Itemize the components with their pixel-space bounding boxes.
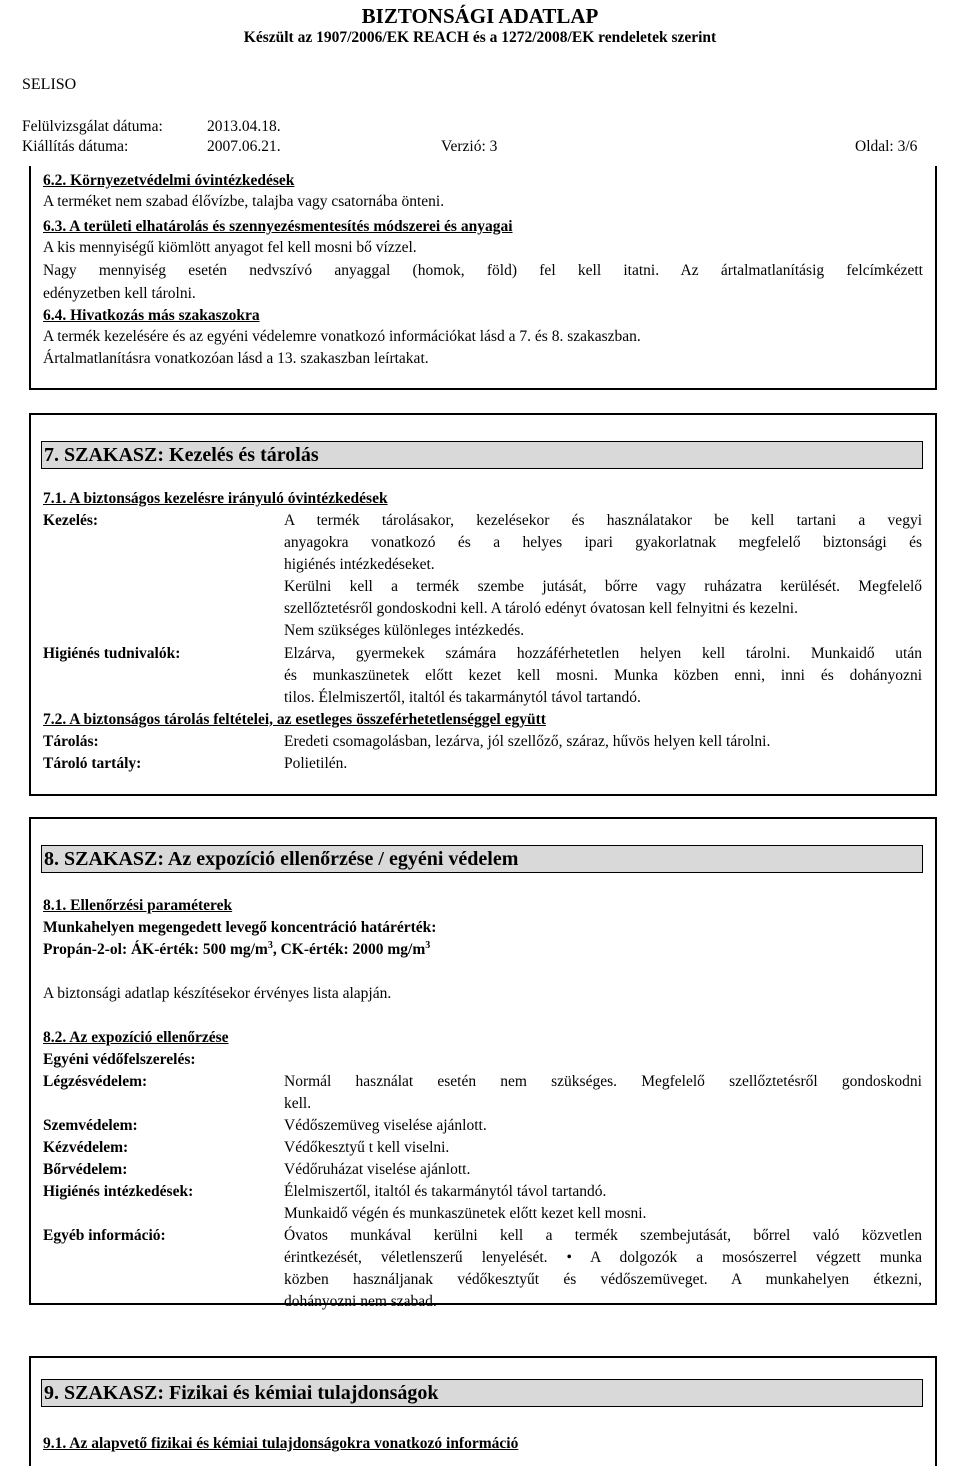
- limit-unit-sup-2: 3: [425, 939, 431, 951]
- handling-line-4: Kerülni kell a termék szembe jutását, bőrre vagy ruházatra kerülését. Megfelelő: [284, 578, 922, 595]
- limit-unit-sup-1: 3: [267, 939, 273, 951]
- respiratory-label: Légzésvédelem:: [43, 1073, 148, 1090]
- other-info-label: Egyéb információ:: [43, 1227, 166, 1244]
- issue-date-label: Kiállítás dátuma:: [22, 138, 129, 155]
- document-title: BIZTONSÁGI ADATLAP: [361, 4, 599, 28]
- skin-label: Bőrvédelem:: [43, 1161, 128, 1178]
- revision-date: 2013.04.18.: [207, 118, 281, 135]
- eye-label: Szemvédelem:: [43, 1117, 138, 1134]
- handling-line-1: A termék tárolásakor, kezelésekor és használatakor be kell tartani a vegyi: [284, 512, 922, 529]
- section-7-box: [29, 413, 937, 796]
- respiratory-line-1: Normál használat esetén nem szükséges. Megfelelő szellőztetésről gondoskodni: [284, 1073, 922, 1090]
- hygiene-line-3: tilos. Élelmiszertől, italtól és takarmánytól távol tartandó.: [284, 689, 641, 706]
- limit-title: Munkahelyen megengedett levegő koncentráció határérték:: [43, 919, 437, 936]
- text-6-3-b: Nagy mennyiség esetén nedvszívó anyaggal (homok, föld) fel kell itatni. Az ártalmatlanításig felcímkézett: [43, 262, 923, 279]
- section-7-title: 7. SZAKASZ: Kezelés és tárolás: [41, 441, 923, 469]
- limit-note: A biztonsági adatlap készítésekor érvényes lista alapján.: [43, 985, 392, 1002]
- container-label: Tároló tartály:: [43, 755, 142, 772]
- text-6-4-a: A termék kezelésére és az egyéni védelemre vonatkozó információkat lásd a 7. és 8. szakaszban.: [43, 328, 641, 345]
- issue-date: 2007.06.21.: [207, 138, 281, 155]
- revision-date-label: Felülvizsgálat dátuma:: [22, 118, 163, 135]
- storage-value: Eredeti csomagolásban, lezárva, jól szellőző, száraz, hűvös helyen kell tárolni.: [284, 733, 771, 750]
- container-value: Polietilén.: [284, 755, 348, 772]
- company-name: SELISO: [22, 76, 77, 93]
- hygiene-measures-line-1: Élelmiszertől, italtól és takarmánytól távol tartandó.: [284, 1183, 607, 1200]
- text-6-3-a: A kis mennyiségű kiömlött anyagot fel kell mosni bő vízzel.: [43, 239, 417, 256]
- handling-line-3: higiénés intézkedéseket.: [284, 556, 435, 573]
- ppe-label: Egyéni védőfelszerelés:: [43, 1051, 196, 1068]
- hand-label: Kézvédelem:: [43, 1139, 129, 1156]
- limit-value-a: Propán-2-ol: ÁK-érték: 500 mg/m: [43, 941, 268, 958]
- heading-6-3: 6.3. A területi elhatárolás és szennyezésmentesítés módszerei és anyagai: [43, 218, 513, 235]
- section-8-box: [29, 817, 937, 1310]
- storage-label: Tárolás:: [43, 733, 99, 750]
- handling-label: Kezelés:: [43, 512, 99, 529]
- other-info-line-4: dohányozni nem szabad.: [284, 1293, 437, 1310]
- document-subtitle: Készült az 1907/2006/EK REACH és a 1272/2008/EK rendeletek szerint: [243, 29, 717, 46]
- text-6-2: A terméket nem szabad élővízbe, talajba vagy csatornába önteni.: [43, 193, 445, 210]
- section-9-title: 9. SZAKASZ: Fizikai és kémiai tulajdonságok: [41, 1379, 923, 1407]
- section-6-box: [29, 166, 937, 390]
- hygiene-label: Higiénés tudnivalók:: [43, 645, 181, 662]
- hygiene-line-2: és munkaszünetek előtt kezet kell mosni. Munka közben enni, inni és dohányozni: [284, 667, 922, 684]
- hygiene-measures-label: Higiénés intézkedések:: [43, 1183, 194, 1200]
- section-8-title: 8. SZAKASZ: Az expozíció ellenőrzése / egyéni védelem: [41, 845, 923, 873]
- skin-value: Védőruházat viselése ajánlott.: [284, 1161, 471, 1178]
- handling-line-6: Nem szükséges különleges intézkedés.: [284, 622, 525, 639]
- respiratory-line-2: kell.: [284, 1095, 312, 1112]
- heading-6-4: 6.4. Hivatkozás más szakaszokra: [43, 307, 260, 324]
- text-6-3-c: edényzetben kell tárolni.: [43, 285, 196, 302]
- heading-9-1: 9.1. Az alapvető fizikai és kémiai tulajdonságokra vonatkozó információ: [43, 1435, 519, 1452]
- handling-line-5: szellőztetésről gondoskodni kell. A tároló edényt óvatosan kell felnyitni és kezelni.: [284, 600, 798, 617]
- other-info-line-3: közben használjanak védőkesztyűt és védőszemüveget. A munkahelyen étkezni,: [284, 1271, 922, 1288]
- hygiene-measures-line-2: Munkaidő végén és munkaszünetek előtt kezet kell mosni.: [284, 1205, 647, 1222]
- hand-value: Védőkesztyű t kell viselni.: [284, 1139, 450, 1156]
- other-info-line-2: érintkezését, véletlenszerű lenyelését. • A dolgozók a mosószerrel végzett munka: [284, 1249, 922, 1266]
- hygiene-line-1: Elzárva, gyermekek számára hozzáférhetetlen helyen kell tárolni. Munkaidő után: [284, 645, 922, 662]
- other-info-line-1: Óvatos munkával kerülni kell a termék szembejutását, bőrrel való közvetlen: [284, 1227, 922, 1244]
- eye-value: Védőszemüveg viselése ajánlott.: [284, 1117, 487, 1134]
- section-9-box: [29, 1356, 937, 1466]
- heading-8-2: 8.2. Az expozíció ellenőrzése: [43, 1029, 229, 1046]
- limit-value-b: , CK-érték: 2000 mg/m: [272, 941, 426, 958]
- heading-6-2: 6.2. Környezetvédelmi óvintézkedések: [43, 172, 295, 189]
- limit-values: [43, 941, 430, 959]
- handling-line-2: anyagokra vonatkozó és a helyes ipari gyakorlatnak megfelelő biztonsági és: [284, 534, 922, 551]
- version: Verzió: 3: [441, 138, 498, 155]
- page-number: Oldal: 3/6: [855, 138, 918, 155]
- heading-7-1: 7.1. A biztonságos kezelésre irányuló óvintézkedések: [43, 490, 388, 507]
- heading-7-2: 7.2. A biztonságos tárolás feltételei, az esetleges összeférhetetlenséggel együtt: [43, 711, 546, 728]
- text-6-4-b: Ártalmatlanításra vonatkozóan lásd a 13. szakaszban leírtakat.: [43, 350, 429, 367]
- heading-8-1: 8.1. Ellenőrzési paraméterek: [43, 897, 233, 914]
